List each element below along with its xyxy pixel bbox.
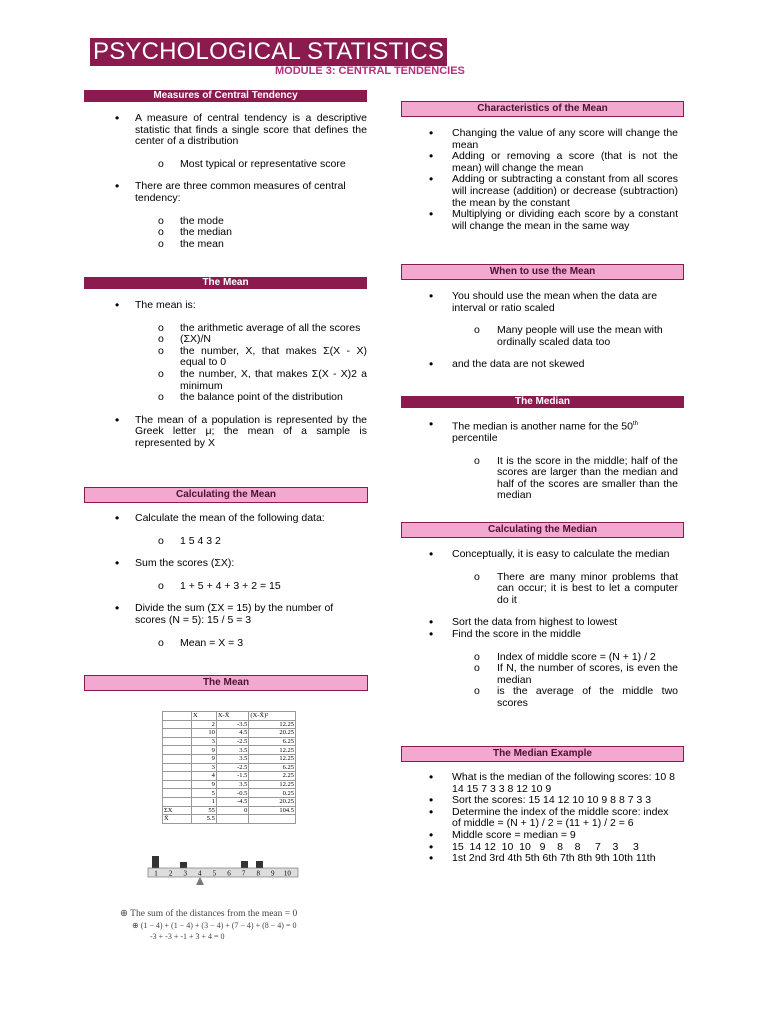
bullet-item: • What is the median of the following scores: 10 8 14 15 7 3 3 8 12 10 9 <box>401 772 678 795</box>
table-cell <box>163 789 192 798</box>
sub-item: o There are many minor problems that can occur; it is best to let a computer do it <box>401 572 678 607</box>
bullet-item: • Changing the value of any score will change the mean <box>401 128 678 151</box>
table-row <box>163 772 296 781</box>
scale-label: 1 <box>154 869 158 878</box>
scale-label: 5 <box>212 869 217 878</box>
scale-label: 10 <box>283 869 291 878</box>
page-subtitle: MODULE 3: CENTRAL TENDENCIES <box>275 65 465 77</box>
bullet-item: • Sum the scores (ΣX): <box>84 558 367 570</box>
section-median-example <box>401 772 678 865</box>
sub-item: o Mean = X = 3 <box>84 638 367 650</box>
table-cell <box>216 815 249 824</box>
table-header-cell: X <box>192 712 217 721</box>
table-row <box>163 763 296 772</box>
table-cell <box>163 780 192 789</box>
table-cell: 2 <box>192 720 217 729</box>
scale-label: 4 <box>198 869 202 878</box>
section-when-to-use <box>401 291 678 371</box>
bullet-item: • The mean of a population is represented by the Greek letter μ; the mean of a sample is represented by X <box>84 415 367 450</box>
table-cell: 9 <box>192 780 217 789</box>
table-cell: 4 <box>192 772 217 781</box>
bullet-item: • The mean is: <box>84 300 367 312</box>
table-row <box>163 737 296 746</box>
table-cell: 0 <box>216 806 249 815</box>
table-cell <box>163 754 192 763</box>
section-measures <box>84 113 367 250</box>
weight-block <box>180 862 187 868</box>
table-cell: 12.25 <box>249 746 296 755</box>
table-cell: 9 <box>192 746 217 755</box>
bullet-text: The median is another name for the 50 <box>452 420 633 433</box>
table-cell: 3 <box>192 763 217 772</box>
bullet-item: • Sort the scores: 15 14 12 10 10 9 8 8 7 3 3 <box>401 795 678 807</box>
table-cell: 104.5 <box>249 806 296 815</box>
balance-scale-figure <box>146 852 306 888</box>
section-characteristics <box>401 128 678 232</box>
table-cell: 12.25 <box>249 754 296 763</box>
fulcrum-icon <box>196 877 204 885</box>
table-cell <box>163 737 192 746</box>
sub-item: o (ΣX)/N <box>84 334 367 346</box>
bullet-icon: ⊕ <box>132 921 141 930</box>
page-title: PSYCHOLOGICAL STATISTICS <box>90 38 447 66</box>
bullet-item: • Multiplying or dividing each score by a constant will change the mean in the same way <box>401 209 678 232</box>
sub-item: o the number, X, that makes Σ(X - X)2 a minimum <box>84 369 367 392</box>
table-row <box>163 797 296 806</box>
section-the-mean <box>84 300 367 450</box>
table-row <box>163 729 296 738</box>
bullet-item: • 1st 2nd 3rd 4th 5th 6th 7th 8th 9th 10th 11th <box>401 853 678 865</box>
table-cell: -3.5 <box>216 720 249 729</box>
section-header-calculating-median: Calculating the Median <box>401 522 684 538</box>
sub-item: o the number, X, that makes Σ(X - X) equal to 0 <box>84 346 367 369</box>
table-cell: 6.25 <box>249 763 296 772</box>
sub-item: o Many people will use the mean with ordinally scaled data too <box>401 325 678 348</box>
table-cell: 4.5 <box>216 729 249 738</box>
table-cell: 3 <box>192 737 217 746</box>
deviation-table-figure <box>162 711 296 824</box>
sub-item: o Most typical or representative score <box>84 159 367 171</box>
sub-item: o the median <box>84 227 367 239</box>
bullet-item: • 15 14 12 10 10 9 8 8 7 3 3 <box>401 842 678 854</box>
bullet-item: • You should use the mean when the data are interval or ratio scaled <box>401 291 678 314</box>
sub-item: o 1 + 5 + 4 + 3 + 2 = 15 <box>84 581 367 593</box>
table-row <box>163 746 296 755</box>
sub-item: o is the average of the middle two scores <box>401 686 678 709</box>
scale-label: 2 <box>168 869 173 878</box>
table-cell: 1 <box>192 797 217 806</box>
section-calculating-median <box>401 549 678 710</box>
table-row <box>163 720 296 729</box>
section-header-when-to-use: When to use the Mean <box>401 264 684 280</box>
bullet-item: • Middle score = median = 9 <box>401 830 678 842</box>
sub-item: o the mode <box>84 216 367 228</box>
table-cell: 10 <box>192 729 217 738</box>
section-header-the-median: The Median <box>401 396 684 408</box>
table-cell <box>163 772 192 781</box>
table-cell: 3.5 <box>216 780 249 789</box>
sub-item: o the arithmetic average of all the scores <box>84 323 367 335</box>
sub-item: o It is the score in the middle; half of the scores are larger than the median and half of the scores are smaller than the median <box>401 456 678 502</box>
table-cell: 9 <box>192 754 217 763</box>
table-cell: 3.5 <box>216 754 249 763</box>
bullet-item: • Adding or removing a score (that is not the mean) will change the mean <box>401 151 678 174</box>
table-cell: 6.25 <box>249 737 296 746</box>
bullet-item: • Adding or subtracting a constant from all scores will increase (addition) or decrease (subtraction) the mean by the constant <box>401 174 678 209</box>
table-cell: -0.5 <box>216 789 249 798</box>
bullet-item: • and the data are not skewed <box>401 359 678 371</box>
section-the-median <box>401 419 678 502</box>
weight-block <box>241 861 248 868</box>
weight-block <box>256 861 263 868</box>
scale-label: 7 <box>241 869 246 878</box>
bullet-item: • Conceptually, it is easy to calculate the median <box>401 549 678 561</box>
table-cell <box>163 746 192 755</box>
superscript: th <box>632 421 638 427</box>
table-cell <box>163 763 192 772</box>
table-cell: X̄ <box>163 815 192 824</box>
formula-line: The sum of the distances from the mean = 0 <box>130 909 298 919</box>
section-header-characteristics: Characteristics of the Mean <box>401 101 684 117</box>
section-header-the-mean-2: The Mean <box>84 675 368 691</box>
sub-item: o If N, the number of scores, is even the median <box>401 663 678 686</box>
sub-item: o Index of middle score = (N + 1) / 2 <box>401 652 678 664</box>
table-cell <box>163 720 192 729</box>
bullet-item: • Calculate the mean of the following data: <box>84 513 367 525</box>
table-cell <box>163 729 192 738</box>
scale-label: 8 <box>256 869 260 878</box>
table-row <box>163 754 296 763</box>
table-cell: 0.25 <box>249 789 296 798</box>
bullet-item <box>401 419 678 445</box>
section-header-calculating-mean: Calculating the Mean <box>84 487 368 503</box>
bullet-item: • Divide the sum (ΣX = 15) by the number of scores (N = 5): 15 / 5 = 3 <box>84 603 367 626</box>
bullet-item: • There are three common measures of central tendency: <box>84 181 367 204</box>
table-cell <box>163 797 192 806</box>
deviation-table <box>162 711 296 824</box>
table-cell <box>249 815 296 824</box>
formula-line: -3 + -3 + -1 + 3 + 4 = 0 <box>150 932 225 941</box>
scale-label: 6 <box>227 869 231 878</box>
table-cell: 2.25 <box>249 772 296 781</box>
section-header-measures: Measures of Central Tendency <box>84 90 367 102</box>
section-calculating-mean <box>84 513 367 649</box>
table-cell: -1.5 <box>216 772 249 781</box>
scale-label: 9 <box>271 869 275 878</box>
table-cell: 55 <box>192 806 217 815</box>
bullet-text: percentile <box>452 432 498 445</box>
table-cell: 5 <box>192 789 217 798</box>
bullet-icon: ⊕ <box>120 909 131 919</box>
table-header-cell: (X-X̄)² <box>249 712 296 721</box>
table-cell: 3.5 <box>216 746 249 755</box>
table-row <box>163 789 296 798</box>
table-cell: 5.5 <box>192 815 217 824</box>
scale-label: 3 <box>183 869 187 878</box>
sub-item: o the mean <box>84 239 367 251</box>
table-row <box>163 780 296 789</box>
table-header-cell: X-X̄ <box>216 712 249 721</box>
sub-item: o the balance point of the distribution <box>84 392 367 404</box>
bullet-item: • Determine the index of the middle score: index of middle = (N + 1) / 2 = (11 + 1) / 2 = 6 <box>401 807 678 830</box>
table-cell: 12.25 <box>249 780 296 789</box>
bullet-item: • Find the score in the middle <box>401 629 678 641</box>
bullet-item: • A measure of central tendency is a descriptive statistic that finds a single score that defines the center of a distribution <box>84 113 367 148</box>
formula-line: (1 − 4) + (1 − 4) + (3 − 4) + (7 − 4) + (8 − 4) = 0 <box>140 921 297 930</box>
table-cell: -4.5 <box>216 797 249 806</box>
table-cell: 20.25 <box>249 797 296 806</box>
table-cell: 20.25 <box>249 729 296 738</box>
table-cell: -2.5 <box>216 737 249 746</box>
table-cell: -2.5 <box>216 763 249 772</box>
section-header-median-example: The Median Example <box>401 746 684 762</box>
table-cell: 12.25 <box>249 720 296 729</box>
table-cell: ΣX <box>163 806 192 815</box>
sum-distances-formula <box>120 909 297 942</box>
weight-block <box>152 856 159 868</box>
section-header-the-mean: The Mean <box>84 277 367 289</box>
bullet-item: • Sort the data from highest to lowest <box>401 617 678 629</box>
sub-item: o 1 5 4 3 2 <box>84 536 367 548</box>
